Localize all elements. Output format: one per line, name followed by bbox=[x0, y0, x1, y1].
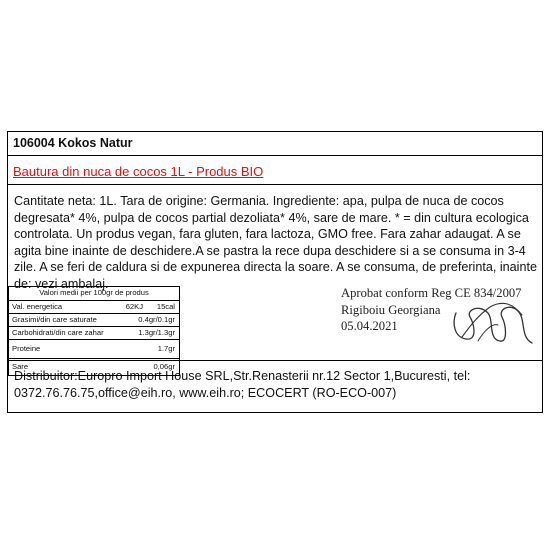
code-row bbox=[8, 132, 542, 156]
nutrition-row bbox=[9, 339, 179, 358]
nutrition-row bbox=[9, 326, 179, 339]
nutrition-row bbox=[9, 300, 179, 313]
nutrition-row bbox=[9, 358, 179, 376]
nutrition-header: Valori medii per 100gr de produs bbox=[39, 288, 149, 297]
nutrition-row bbox=[9, 313, 179, 326]
nutrient-value: 15cal bbox=[156, 302, 175, 311]
approval-date: 05.04.2021 bbox=[341, 319, 398, 333]
title-row bbox=[8, 156, 542, 185]
product-description: Cantitate neta: 1L. Tara de origine: Germania. Ingrediente: apa, pulpa de nuca de cocos degresata* 4%, pulpa de cocos partial dezoliata* 4%, sare de mare. * = din cultura ecologica controlata. Un produs vegan, fara gluten, fara lactoza, GMO free. Fara zahar adaugat. A se agita bine inainte de deschidere.A se pastra la rece dupa deschidere si a se consuma in 3-4 zile. A se feri de caldura si de expunerea directa la soare. A se consuma, de preferinta, inainte de: vezi ambalaj. bbox=[14, 194, 537, 291]
nutrient-value: 0.4gr/0.1gr bbox=[138, 315, 175, 324]
nutrient-value-kj: 62KJ bbox=[125, 302, 143, 311]
nutrient-name: Sare bbox=[12, 362, 29, 371]
approval-regulation: Aprobat conform Reg CE 834/2007 bbox=[341, 286, 522, 300]
product-title: Bautura din nuca de cocos 1L - Produs BIO bbox=[13, 164, 264, 179]
nutrient-value: 1.3gr/1.3gr bbox=[138, 328, 175, 337]
product-code: 106004 Kokos Natur bbox=[13, 136, 133, 150]
nutrient-value: 0,06gr bbox=[153, 362, 175, 371]
nutrient-value: 1.7gr bbox=[157, 344, 175, 353]
nutrient-name: Val. energetica bbox=[12, 302, 63, 311]
approval-signatory: Rigiboiu Georgiana bbox=[341, 302, 441, 317]
distributor-info: Distribuitor:Europro Import House SRL,Str.Renasterii nr.12 Sector 1,Bucuresti, tel: 0372.76.76.75,office@eih.ro, www.eih.ro; ECOCERT (RO-ECO-007) bbox=[14, 369, 471, 400]
nutrition-table bbox=[8, 286, 180, 376]
nutrient-name: Proteine bbox=[12, 344, 41, 353]
nutrient-name: Carbohidrati/din care zahar bbox=[12, 328, 104, 337]
nutrient-name: Grasimi/din care saturate bbox=[12, 315, 97, 324]
signature-mark bbox=[448, 293, 538, 347]
